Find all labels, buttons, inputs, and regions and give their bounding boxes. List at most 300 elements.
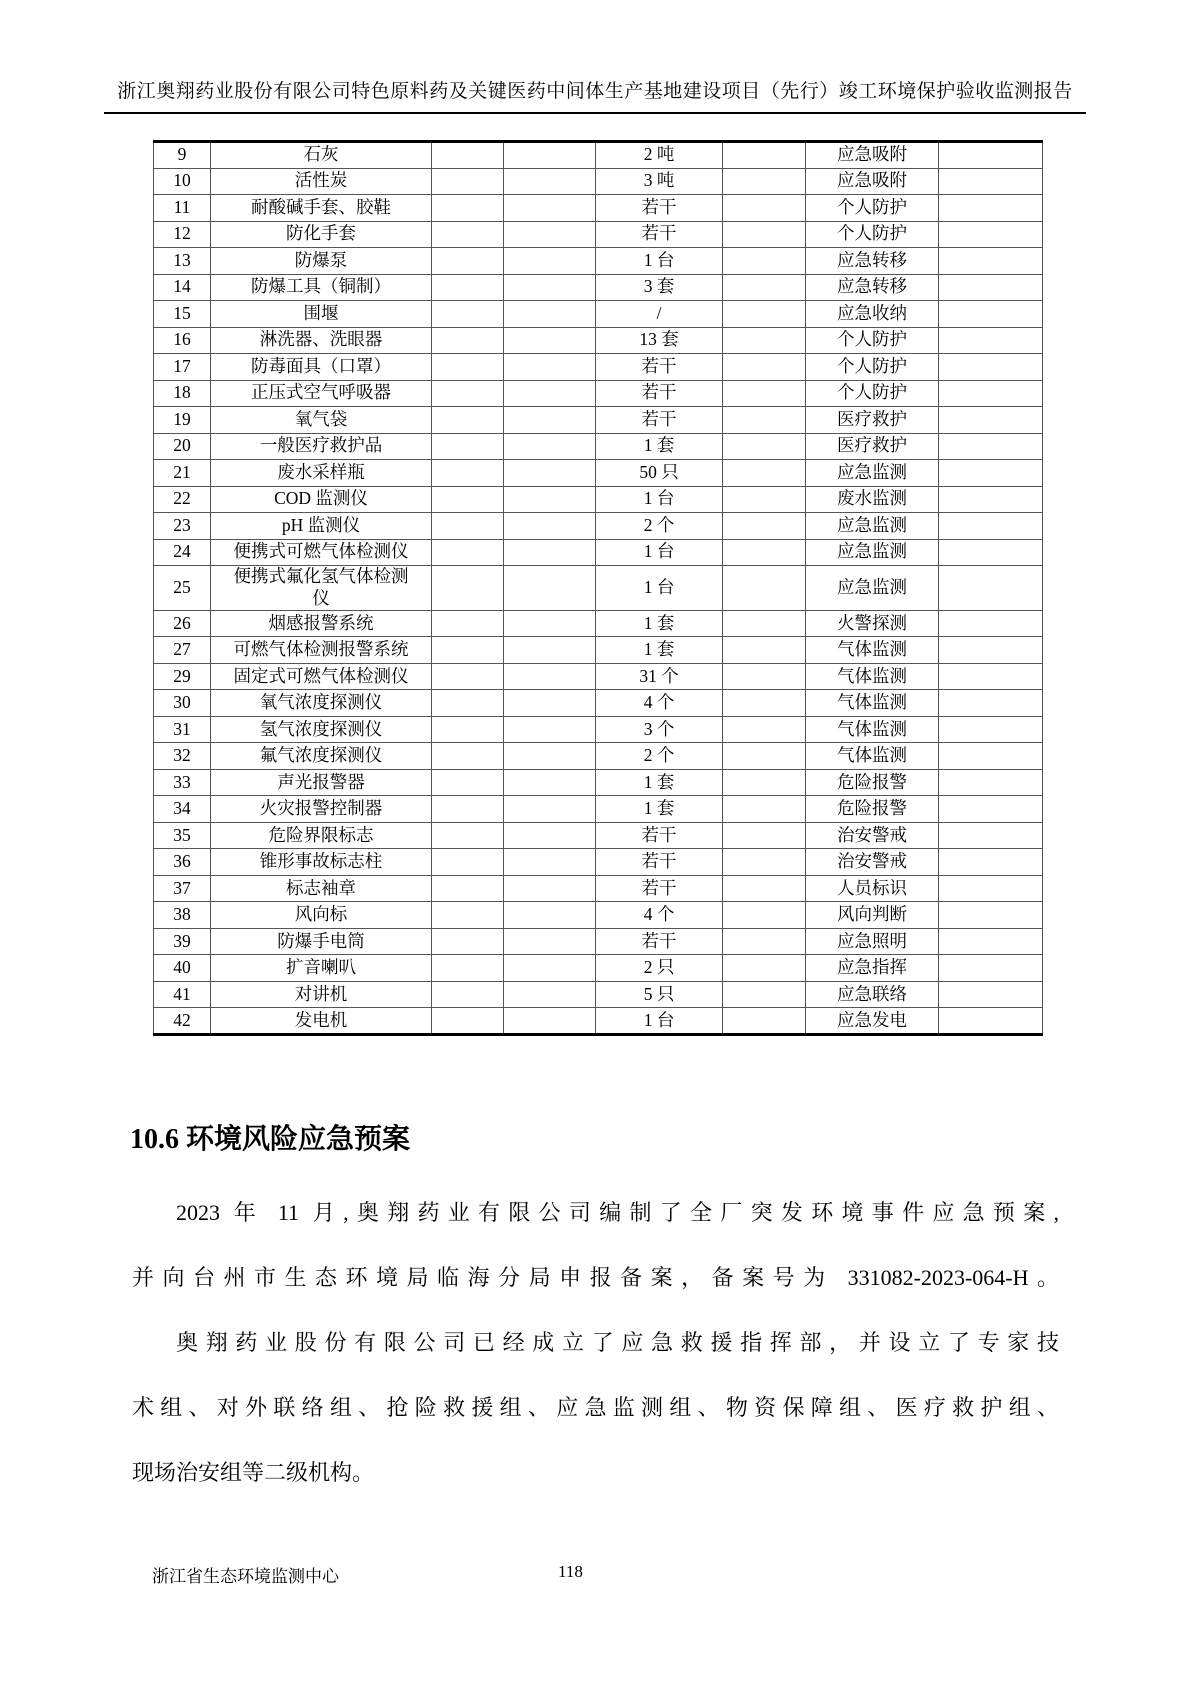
- col-blank-3: [723, 637, 806, 664]
- col-blank-3: [723, 539, 806, 566]
- col-blank-3: [723, 822, 806, 849]
- item-name: pH 监测仪: [211, 513, 432, 540]
- supplies-table-body: [154, 142, 1043, 1035]
- col-blank-3: [723, 380, 806, 407]
- row-number: 23: [154, 513, 211, 540]
- col-blank-3: [723, 460, 806, 487]
- item-name: 烟感报警系统: [211, 610, 432, 637]
- table-row: [154, 301, 1043, 328]
- col-blank-1: [432, 513, 504, 540]
- col-blank-4: [939, 407, 1043, 434]
- col-blank-3: [723, 566, 806, 611]
- item-quantity: 1 套: [596, 796, 723, 823]
- item-purpose: 应急吸附: [806, 142, 939, 169]
- paragraph-line: 并向台州市生态环境局临海分局申报备案，备案号为 331082-2023-064-H。: [132, 1265, 1059, 1290]
- item-quantity: 1 套: [596, 433, 723, 460]
- col-blank-3: [723, 407, 806, 434]
- table-row: [154, 955, 1043, 982]
- item-quantity: 3 吨: [596, 168, 723, 195]
- row-number: 42: [154, 1008, 211, 1035]
- row-number: 29: [154, 663, 211, 690]
- item-name: 氧气袋: [211, 407, 432, 434]
- item-name: COD 监测仪: [211, 486, 432, 513]
- col-blank-2: [504, 407, 596, 434]
- row-number: 24: [154, 539, 211, 566]
- col-blank-4: [939, 195, 1043, 222]
- item-name: 正压式空气呼吸器: [211, 380, 432, 407]
- row-number: 32: [154, 743, 211, 770]
- col-blank-2: [504, 433, 596, 460]
- col-blank-4: [939, 566, 1043, 611]
- col-blank-1: [432, 637, 504, 664]
- item-purpose: 应急转移: [806, 274, 939, 301]
- item-name: 一般医疗救护品: [211, 433, 432, 460]
- col-blank-1: [432, 301, 504, 328]
- item-name: 淋洗器、洗眼器: [211, 327, 432, 354]
- item-quantity: 若干: [596, 354, 723, 381]
- item-quantity: 2 个: [596, 513, 723, 540]
- row-number: 35: [154, 822, 211, 849]
- col-blank-3: [723, 796, 806, 823]
- col-blank-3: [723, 690, 806, 717]
- row-number: 18: [154, 380, 211, 407]
- col-blank-4: [939, 981, 1043, 1008]
- item-purpose: 个人防护: [806, 221, 939, 248]
- row-number: 41: [154, 981, 211, 1008]
- col-blank-1: [432, 433, 504, 460]
- table-row: [154, 354, 1043, 381]
- col-blank-1: [432, 743, 504, 770]
- col-blank-2: [504, 610, 596, 637]
- table-row: [154, 663, 1043, 690]
- item-purpose: 气体监测: [806, 637, 939, 664]
- table-row: [154, 610, 1043, 637]
- item-purpose: 火警探测: [806, 610, 939, 637]
- col-blank-4: [939, 928, 1043, 955]
- col-blank-2: [504, 354, 596, 381]
- row-number: 22: [154, 486, 211, 513]
- row-number: 27: [154, 637, 211, 664]
- item-name: 发电机: [211, 1008, 432, 1035]
- item-name: 便携式可燃气体检测仪: [211, 539, 432, 566]
- paragraph: [132, 1310, 1059, 1505]
- col-blank-3: [723, 743, 806, 770]
- item-purpose: 应急照明: [806, 928, 939, 955]
- col-blank-2: [504, 168, 596, 195]
- col-blank-1: [432, 769, 504, 796]
- item-quantity: 1 台: [596, 248, 723, 275]
- col-blank-4: [939, 142, 1043, 169]
- col-blank-1: [432, 195, 504, 222]
- item-quantity: 3 套: [596, 274, 723, 301]
- col-blank-1: [432, 663, 504, 690]
- col-blank-1: [432, 460, 504, 487]
- col-blank-4: [939, 716, 1043, 743]
- item-purpose: 危险报警: [806, 769, 939, 796]
- col-blank-2: [504, 743, 596, 770]
- col-blank-4: [939, 849, 1043, 876]
- col-blank-4: [939, 513, 1043, 540]
- item-name: 可燃气体检测报警系统: [211, 637, 432, 664]
- item-purpose: 应急吸附: [806, 168, 939, 195]
- row-number: 11: [154, 195, 211, 222]
- paragraph: [132, 1180, 1059, 1310]
- item-purpose: 应急监测: [806, 460, 939, 487]
- item-quantity: 1 台: [596, 539, 723, 566]
- paragraph-line: 现场治安组等二级机构。: [132, 1460, 375, 1485]
- col-blank-4: [939, 875, 1043, 902]
- col-blank-3: [723, 513, 806, 540]
- col-blank-4: [939, 822, 1043, 849]
- col-blank-2: [504, 486, 596, 513]
- col-blank-2: [504, 690, 596, 717]
- item-name: 锥形事故标志柱: [211, 849, 432, 876]
- item-purpose: 应急发电: [806, 1008, 939, 1035]
- section-heading: 10.6 环境风险应急预案: [130, 1124, 411, 1155]
- table-row: [154, 327, 1043, 354]
- item-quantity: 1 台: [596, 486, 723, 513]
- item-purpose: 个人防护: [806, 380, 939, 407]
- col-blank-3: [723, 610, 806, 637]
- col-blank-1: [432, 407, 504, 434]
- row-number: 39: [154, 928, 211, 955]
- item-name: 对讲机: [211, 981, 432, 1008]
- row-number: 36: [154, 849, 211, 876]
- col-blank-1: [432, 822, 504, 849]
- col-blank-2: [504, 716, 596, 743]
- item-purpose: 医疗救护: [806, 407, 939, 434]
- col-blank-2: [504, 380, 596, 407]
- row-number: 16: [154, 327, 211, 354]
- table-row: [154, 716, 1043, 743]
- col-blank-2: [504, 981, 596, 1008]
- paragraph-line: 2023 年 11 月,奥翔药业有限公司编制了全厂突发环境事件应急预案,: [176, 1200, 1059, 1225]
- item-quantity: 若干: [596, 928, 723, 955]
- col-blank-2: [504, 663, 596, 690]
- row-number: 14: [154, 274, 211, 301]
- row-number: 38: [154, 902, 211, 929]
- item-purpose: 气体监测: [806, 743, 939, 770]
- col-blank-4: [939, 327, 1043, 354]
- col-blank-1: [432, 354, 504, 381]
- item-quantity: 1 套: [596, 769, 723, 796]
- col-blank-2: [504, 1008, 596, 1035]
- item-name: 活性炭: [211, 168, 432, 195]
- paragraph-line: 术组、对外联络组、抢险救援组、应急监测组、物资保障组、医疗救护组、: [132, 1395, 1059, 1420]
- col-blank-3: [723, 902, 806, 929]
- col-blank-3: [723, 195, 806, 222]
- item-quantity: 50 只: [596, 460, 723, 487]
- table-row: [154, 875, 1043, 902]
- col-blank-4: [939, 796, 1043, 823]
- col-blank-2: [504, 637, 596, 664]
- table-row: [154, 539, 1043, 566]
- item-name: 耐酸碱手套、胶鞋: [211, 195, 432, 222]
- item-quantity: 2 个: [596, 743, 723, 770]
- col-blank-1: [432, 928, 504, 955]
- col-blank-1: [432, 566, 504, 611]
- col-blank-4: [939, 955, 1043, 982]
- item-quantity: 31 个: [596, 663, 723, 690]
- col-blank-1: [432, 327, 504, 354]
- col-blank-4: [939, 743, 1043, 770]
- item-purpose: 个人防护: [806, 354, 939, 381]
- col-blank-2: [504, 955, 596, 982]
- col-blank-1: [432, 610, 504, 637]
- item-name: 防毒面具（口罩）: [211, 354, 432, 381]
- table-row: [154, 981, 1043, 1008]
- col-blank-1: [432, 380, 504, 407]
- item-name: 危险界限标志: [211, 822, 432, 849]
- col-blank-3: [723, 663, 806, 690]
- item-name: 便携式氟化氢气体检测仪: [211, 566, 432, 611]
- col-blank-3: [723, 274, 806, 301]
- item-name: 扩音喇叭: [211, 955, 432, 982]
- row-number: 30: [154, 690, 211, 717]
- row-number: 10: [154, 168, 211, 195]
- col-blank-4: [939, 486, 1043, 513]
- col-blank-3: [723, 875, 806, 902]
- col-blank-2: [504, 460, 596, 487]
- col-blank-1: [432, 955, 504, 982]
- item-name: 火灾报警控制器: [211, 796, 432, 823]
- item-name: 防爆泵: [211, 248, 432, 275]
- col-blank-2: [504, 902, 596, 929]
- col-blank-1: [432, 902, 504, 929]
- item-quantity: 若干: [596, 875, 723, 902]
- row-number: 40: [154, 955, 211, 982]
- item-quantity: 若干: [596, 380, 723, 407]
- item-purpose: 治安警戒: [806, 849, 939, 876]
- row-number: 12: [154, 221, 211, 248]
- item-purpose: 应急监测: [806, 566, 939, 611]
- col-blank-4: [939, 354, 1043, 381]
- col-blank-3: [723, 981, 806, 1008]
- col-blank-1: [432, 1008, 504, 1035]
- col-blank-3: [723, 248, 806, 275]
- item-quantity: 4 个: [596, 902, 723, 929]
- col-blank-3: [723, 301, 806, 328]
- col-blank-4: [939, 690, 1043, 717]
- item-quantity: 1 套: [596, 637, 723, 664]
- table-row: [154, 486, 1043, 513]
- col-blank-3: [723, 354, 806, 381]
- item-quantity: 若干: [596, 221, 723, 248]
- col-blank-2: [504, 221, 596, 248]
- item-purpose: 治安警戒: [806, 822, 939, 849]
- row-number: 15: [154, 301, 211, 328]
- col-blank-2: [504, 274, 596, 301]
- col-blank-3: [723, 955, 806, 982]
- item-quantity: 5 只: [596, 981, 723, 1008]
- supplies-table: [153, 140, 1043, 1036]
- item-quantity: 1 台: [596, 1008, 723, 1035]
- col-blank-1: [432, 168, 504, 195]
- item-purpose: 个人防护: [806, 327, 939, 354]
- item-purpose: 风向判断: [806, 902, 939, 929]
- item-name: 风向标: [211, 902, 432, 929]
- page-number: 118: [558, 1562, 583, 1581]
- col-blank-3: [723, 769, 806, 796]
- col-blank-4: [939, 539, 1043, 566]
- item-name: 废水采样瓶: [211, 460, 432, 487]
- col-blank-1: [432, 486, 504, 513]
- col-blank-2: [504, 248, 596, 275]
- table-row: [154, 822, 1043, 849]
- table-row: [154, 849, 1043, 876]
- table-row: [154, 928, 1043, 955]
- col-blank-3: [723, 221, 806, 248]
- col-blank-1: [432, 716, 504, 743]
- col-blank-4: [939, 221, 1043, 248]
- col-blank-4: [939, 460, 1043, 487]
- col-blank-4: [939, 248, 1043, 275]
- item-name: 氢气浓度探测仪: [211, 716, 432, 743]
- row-number: 37: [154, 875, 211, 902]
- row-number: 20: [154, 433, 211, 460]
- item-name: 防爆工具（铜制）: [211, 274, 432, 301]
- item-name: 防化手套: [211, 221, 432, 248]
- table-row: [154, 902, 1043, 929]
- col-blank-1: [432, 539, 504, 566]
- table-row: [154, 407, 1043, 434]
- table-row: [154, 796, 1043, 823]
- item-purpose: 气体监测: [806, 716, 939, 743]
- col-blank-1: [432, 142, 504, 169]
- col-blank-2: [504, 195, 596, 222]
- item-name: 石灰: [211, 142, 432, 169]
- item-purpose: 个人防护: [806, 195, 939, 222]
- item-purpose: 应急监测: [806, 513, 939, 540]
- col-blank-1: [432, 248, 504, 275]
- col-blank-4: [939, 168, 1043, 195]
- item-purpose: 应急转移: [806, 248, 939, 275]
- col-blank-3: [723, 849, 806, 876]
- item-quantity: 若干: [596, 195, 723, 222]
- item-quantity: 1 套: [596, 610, 723, 637]
- row-number: 9: [154, 142, 211, 169]
- table-row: [154, 221, 1043, 248]
- item-purpose: 应急监测: [806, 539, 939, 566]
- item-quantity: /: [596, 301, 723, 328]
- table-row: [154, 566, 1043, 611]
- item-name: 标志袖章: [211, 875, 432, 902]
- item-quantity: 13 套: [596, 327, 723, 354]
- table-row: [154, 274, 1043, 301]
- item-quantity: 4 个: [596, 690, 723, 717]
- table-row: [154, 743, 1043, 770]
- col-blank-3: [723, 486, 806, 513]
- col-blank-2: [504, 301, 596, 328]
- col-blank-2: [504, 327, 596, 354]
- item-quantity: 2 吨: [596, 142, 723, 169]
- row-number: 19: [154, 407, 211, 434]
- item-name: 围堰: [211, 301, 432, 328]
- col-blank-1: [432, 849, 504, 876]
- col-blank-4: [939, 380, 1043, 407]
- item-purpose: 危险报警: [806, 796, 939, 823]
- col-blank-2: [504, 566, 596, 611]
- item-purpose: 废水监测: [806, 486, 939, 513]
- col-blank-4: [939, 1008, 1043, 1035]
- col-blank-1: [432, 875, 504, 902]
- table-row: [154, 142, 1043, 169]
- col-blank-2: [504, 539, 596, 566]
- col-blank-3: [723, 327, 806, 354]
- table-row: [154, 690, 1043, 717]
- table-row: [154, 433, 1043, 460]
- table-row: [154, 513, 1043, 540]
- col-blank-3: [723, 1008, 806, 1035]
- col-blank-3: [723, 168, 806, 195]
- col-blank-3: [723, 928, 806, 955]
- item-name: 防爆手电筒: [211, 928, 432, 955]
- col-blank-4: [939, 769, 1043, 796]
- row-number: 21: [154, 460, 211, 487]
- item-name: 固定式可燃气体检测仪: [211, 663, 432, 690]
- col-blank-4: [939, 274, 1043, 301]
- col-blank-1: [432, 796, 504, 823]
- table-row: [154, 195, 1043, 222]
- col-blank-3: [723, 433, 806, 460]
- item-quantity: 若干: [596, 849, 723, 876]
- col-blank-4: [939, 637, 1043, 664]
- col-blank-3: [723, 142, 806, 169]
- col-blank-2: [504, 849, 596, 876]
- table-row: [154, 248, 1043, 275]
- item-quantity: 2 只: [596, 955, 723, 982]
- table-row: [154, 637, 1043, 664]
- item-name: 声光报警器: [211, 769, 432, 796]
- table-row: [154, 460, 1043, 487]
- col-blank-2: [504, 769, 596, 796]
- col-blank-1: [432, 981, 504, 1008]
- row-number: 26: [154, 610, 211, 637]
- item-purpose: 应急收纳: [806, 301, 939, 328]
- col-blank-4: [939, 663, 1043, 690]
- row-number: 33: [154, 769, 211, 796]
- col-blank-3: [723, 716, 806, 743]
- item-purpose: 应急联络: [806, 981, 939, 1008]
- col-blank-2: [504, 875, 596, 902]
- section-body: [132, 1180, 1059, 1505]
- col-blank-1: [432, 221, 504, 248]
- table-row: [154, 1008, 1043, 1035]
- row-number: 34: [154, 796, 211, 823]
- item-quantity: 若干: [596, 822, 723, 849]
- item-quantity: 3 个: [596, 716, 723, 743]
- row-number: 31: [154, 716, 211, 743]
- item-purpose: 应急指挥: [806, 955, 939, 982]
- col-blank-2: [504, 513, 596, 540]
- table-row: [154, 168, 1043, 195]
- item-purpose: 人员标识: [806, 875, 939, 902]
- col-blank-4: [939, 902, 1043, 929]
- col-blank-4: [939, 301, 1043, 328]
- row-number: 13: [154, 248, 211, 275]
- col-blank-2: [504, 142, 596, 169]
- col-blank-4: [939, 610, 1043, 637]
- row-number: 25: [154, 566, 211, 611]
- paragraph-line: 奥翔药业股份有限公司已经成立了应急救援指挥部，并设立了专家技: [176, 1330, 1059, 1355]
- report-title: 浙江奥翔药业股份有限公司特色原料药及关键医药中间体生产基地建设项目（先行）竣工环境保护验收监测报告: [117, 81, 1073, 102]
- running-header: [104, 76, 1086, 114]
- col-blank-2: [504, 928, 596, 955]
- item-quantity: 若干: [596, 407, 723, 434]
- table-row: [154, 769, 1043, 796]
- item-purpose: 气体监测: [806, 663, 939, 690]
- item-quantity: 1 台: [596, 566, 723, 611]
